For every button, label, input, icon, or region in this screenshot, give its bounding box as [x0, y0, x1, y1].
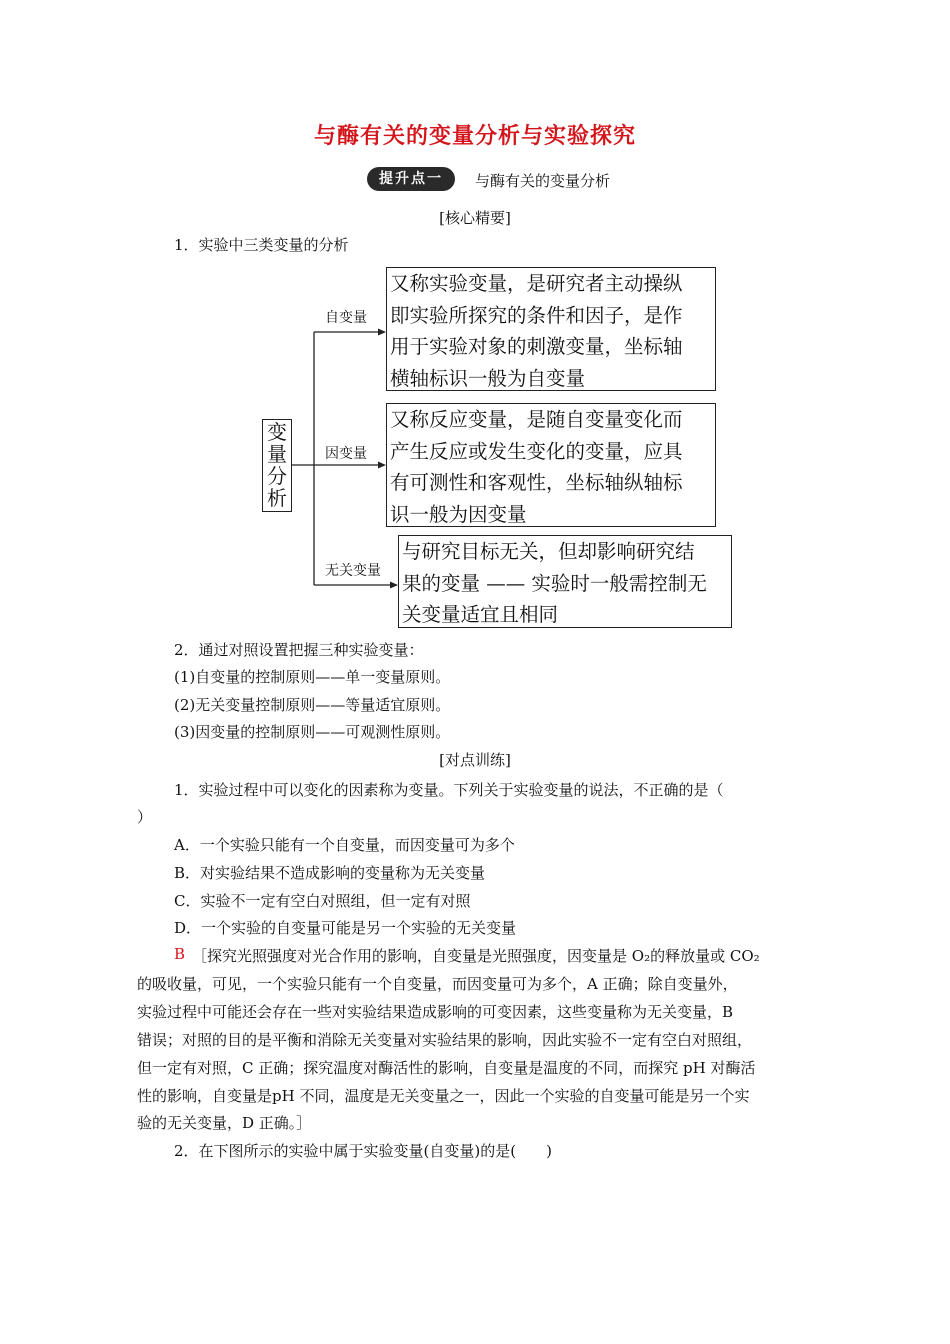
option-d: D．一个实验的自变量可能是另一个实验的无关变量: [174, 919, 517, 937]
independent-variable-box: [386, 267, 716, 391]
answer-letter: B: [174, 945, 186, 963]
explanation-line: ［探究光照强度对光合作用的影响，自变量是光照强度，因变量是 O₂的释放量或 CO₂: [192, 947, 760, 965]
page-title: 与酶有关的变量分析与实验探究: [313, 124, 636, 149]
explanation-line: 实验过程中可能还会存在一些对实验结果造成影响的可变因素，这些变量称为无关变量，B: [137, 1003, 734, 1021]
variable-analysis-box: [262, 419, 292, 512]
explanation-line: 的吸收量，可见，一个实验只能有一个自变量，而因变量可为多个，A 正确；除自变量外，: [137, 975, 738, 993]
box-line: 又称实验变量，是研究者主动操纵: [390, 272, 683, 295]
question-2-stem: 2．在下图所示的实验中属于实验变量(自变量)的是( ): [174, 1142, 552, 1160]
root-char: 量: [267, 442, 287, 466]
box-line: 有可测性和客观性，坐标轴纵轴标: [390, 471, 683, 494]
section-subtitle: 与酶有关的变量分析: [475, 172, 611, 190]
point-2-item-2: (2)无关变量控制原则——等量适宜原则。: [174, 696, 451, 714]
option-c: C．实验不一定有空白对照组，但一定有对照: [174, 892, 471, 910]
branch-label-irrelevant: 无关变量: [325, 563, 381, 579]
dependent-variable-box: [386, 403, 716, 527]
box-line: 又称反应变量，是随自变量变化而: [390, 408, 683, 431]
box-line: 用于实验对象的刺激变量，坐标轴: [390, 335, 683, 358]
box-line: 关变量适宜且相同: [402, 603, 559, 626]
option-a: A．一个实验只能有一个自变量，而因变量可为多个: [174, 836, 515, 854]
point-1: 1．实验中三类变量的分析: [174, 236, 349, 254]
explanation-line: 性的影响，自变量是pH 不同，温度是无关变量之一，因此一个实验的自变量可能是另一个实: [137, 1087, 750, 1105]
box-line: 与研究目标无关，但却影响研究结: [402, 540, 695, 563]
practice-heading: [对点训练]: [439, 751, 511, 769]
box-line: 产生反应或发生变化的变量，应具: [390, 439, 683, 463]
question-1-stem-end: ）: [137, 808, 153, 826]
branch-label-dependent: 因变量: [325, 446, 367, 462]
question-1-stem: 1．实验过程中可以变化的因素称为变量。下列关于实验变量的说法，不正确的是（: [174, 781, 724, 799]
point-2: 2．通过对照设置把握三种实验变量：: [174, 641, 424, 659]
box-line: 即实验所探究的条件和因子，是作: [390, 303, 683, 327]
explanation-line: 验的无关变量，D 正确。］: [137, 1114, 312, 1132]
box-line: 横轴标识一般为自变量: [390, 366, 586, 390]
point-2-item-3: (3)因变量的控制原则——可观测性原则。: [174, 723, 451, 741]
explanation-line: 错误；对照的目的是平衡和消除无关变量对实验结果的影响，因此实验不一定有空白对照组，: [137, 1031, 753, 1049]
core-essentials-heading: [核心精要]: [439, 209, 511, 227]
root-char: 变: [267, 420, 287, 444]
box-line: 识一般为因变量: [390, 502, 527, 526]
section-badge: 提升点一: [367, 167, 455, 191]
point-2-item-1: (1)自变量的控制原则——单一变量原则。: [174, 668, 451, 686]
box-line: 果的变量 —— 实验时一般需控制无: [402, 571, 707, 595]
root-char: 分: [267, 464, 287, 488]
branch-label-independent: 自变量: [325, 310, 367, 326]
option-b: B．对实验结果不造成影响的变量称为无关变量: [174, 864, 486, 882]
irrelevant-variable-box: [398, 535, 732, 628]
explanation-line: 但一定有对照，C 正确；探究温度对酶活性的影响，自变量是温度的不同，而探究 pH 对酶活: [137, 1059, 756, 1077]
root-char: 析: [267, 486, 287, 510]
